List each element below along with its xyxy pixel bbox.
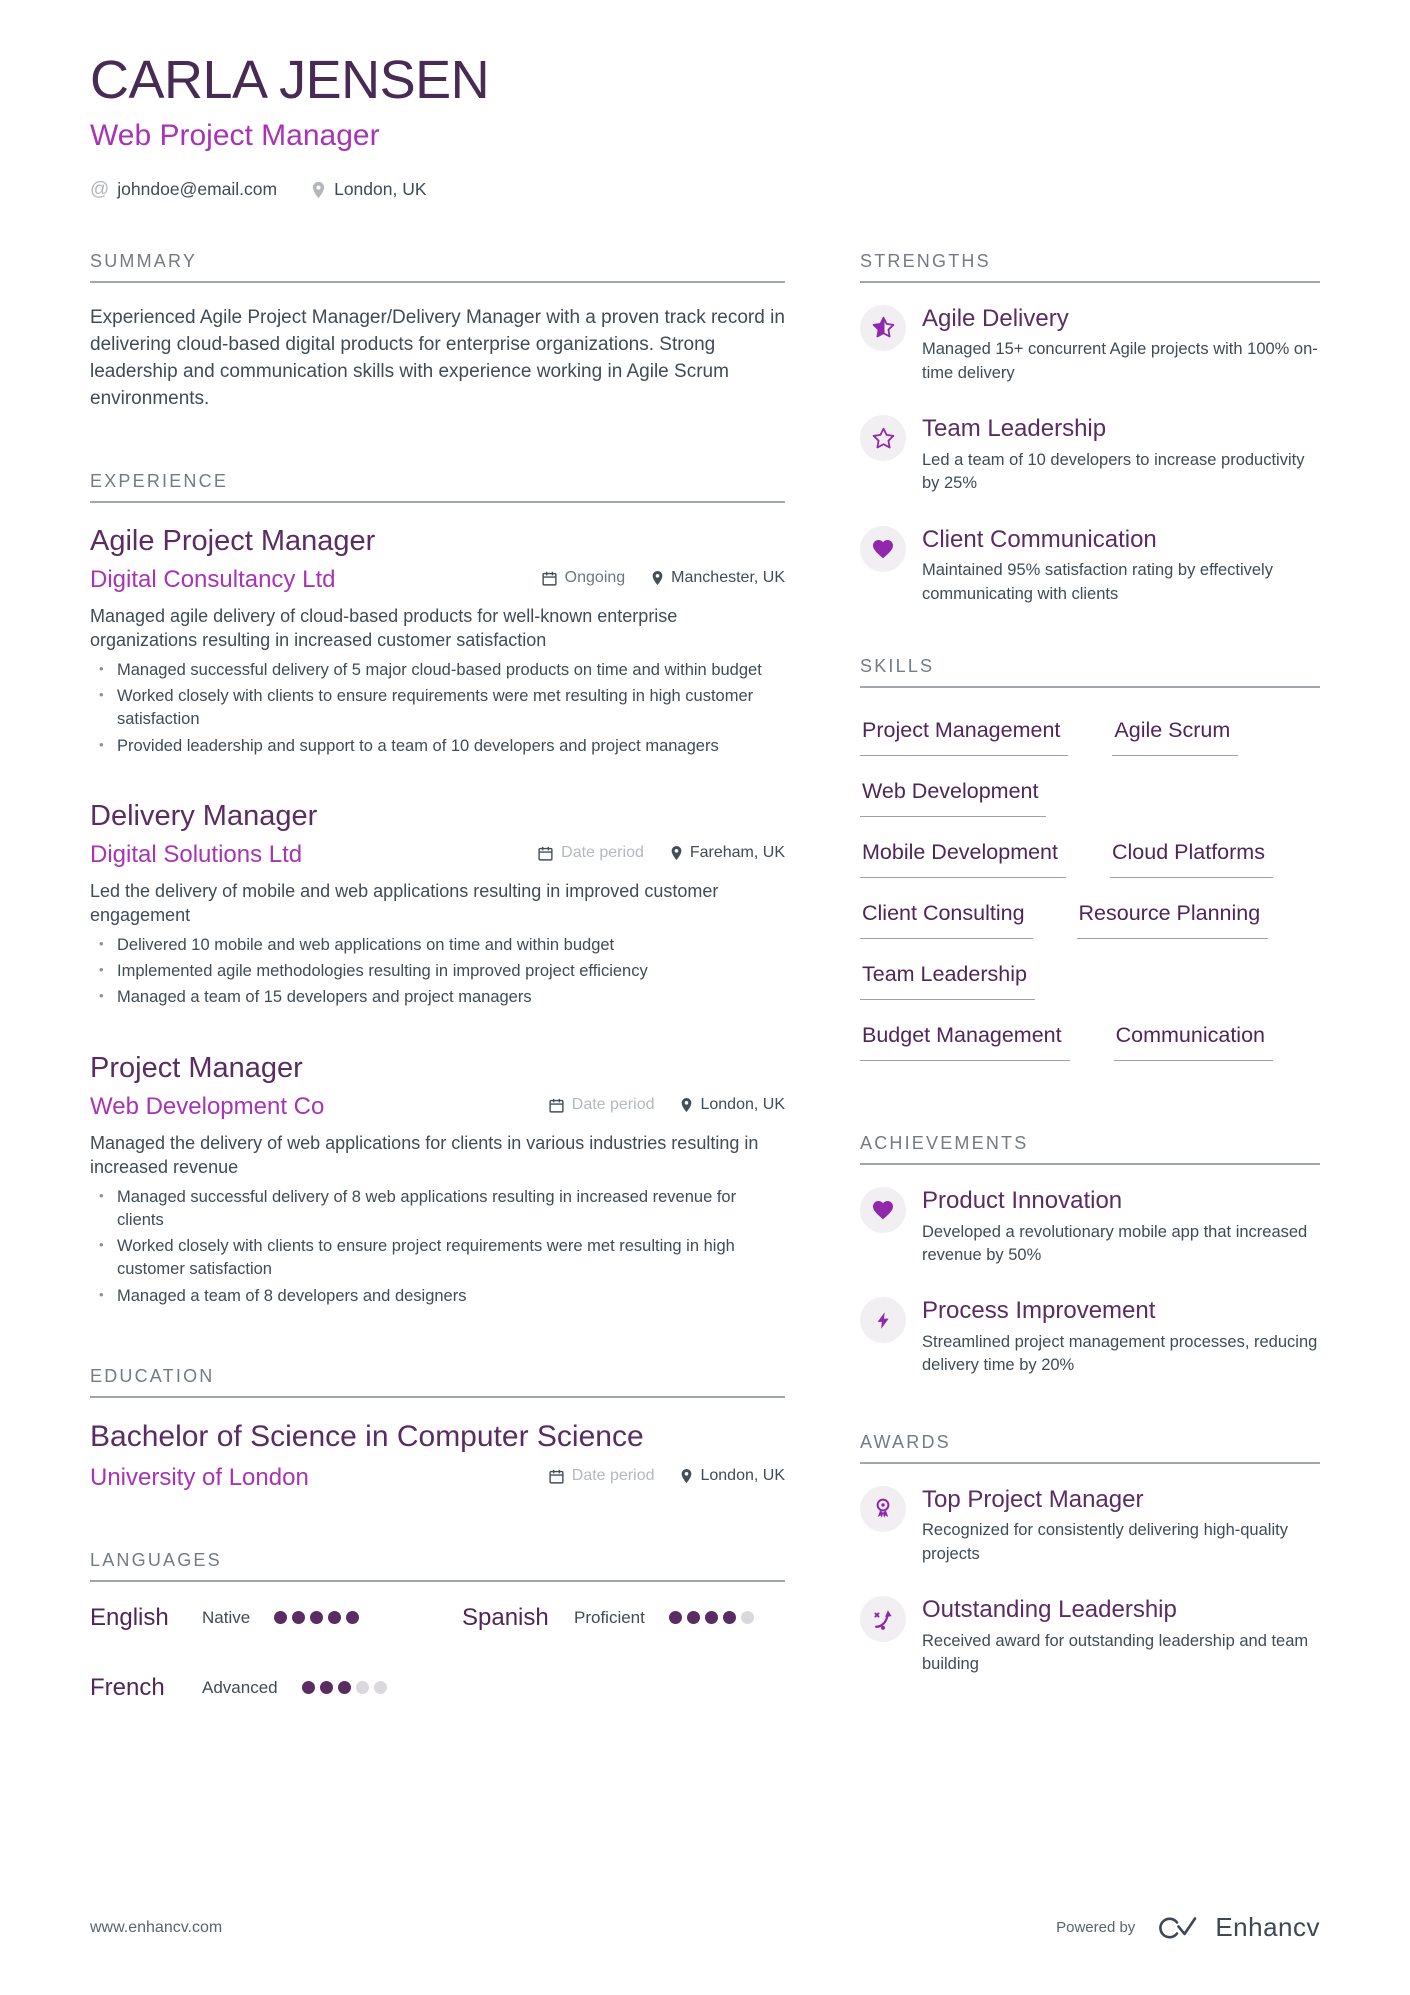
job-bullet: • Managed successful delivery of 5 major cloud-based products on time and within budget [90, 659, 785, 682]
achievement-text: Developed a revolutionary mobile app that increased revenue by 50% [922, 1222, 1308, 1265]
email-icon: @ [90, 178, 110, 200]
email-text: johndoe@email.com [117, 179, 278, 200]
skill-tag: Project Management [860, 718, 1068, 756]
achievement-item [860, 1297, 1320, 1377]
pin-icon [311, 181, 326, 199]
candidate-name: CARLA JENSEN [90, 50, 490, 110]
languages-section-title: LANGUAGES [90, 1550, 785, 1582]
awards-section-title: AWARDS [860, 1432, 1320, 1464]
strength-text: Maintained 95% satisfaction rating by effectively communicating with clients [922, 561, 1273, 603]
calendar-icon [541, 570, 558, 587]
job-company: Web Development Co [90, 1092, 325, 1120]
job-bullet: • Managed a team of 15 developers and project managers [90, 986, 785, 1009]
experience-section [90, 471, 785, 1308]
job-description: Managed the delivery of web applications for clients in various industries resulting in increased revenue [90, 1132, 759, 1178]
job-bullet: • Provided leadership and support to a team of 10 developers and project managers [90, 735, 785, 758]
school-name: University of London [90, 1463, 309, 1491]
calendar-icon [537, 845, 554, 862]
job-bullets [90, 934, 785, 1009]
languages-section [90, 1550, 785, 1702]
award-item [860, 1486, 1320, 1566]
heart-icon [860, 526, 906, 572]
strength-title: Client Communication [922, 525, 1157, 553]
education-location: London, UK [680, 1467, 785, 1485]
candidate-title: Web Project Manager [90, 118, 380, 152]
enhancv-logo-icon [1151, 1913, 1199, 1943]
language-name: French [90, 1673, 165, 1701]
job-bullet: • Implemented agile methodologies resulting in improved project efficiency [90, 960, 785, 983]
language-rating-dots [669, 1611, 754, 1624]
skills-section [860, 656, 1320, 1061]
degree-title: Bachelor of Science in Computer Science [90, 1419, 644, 1453]
job-entry [90, 525, 785, 758]
language-level: Proficient [574, 1607, 645, 1627]
education-date: Date period [548, 1467, 655, 1485]
lightning-icon [860, 1297, 906, 1343]
award-title: Top Project Manager [922, 1485, 1144, 1513]
achievements-section [860, 1133, 1320, 1378]
language-level: Native [202, 1607, 251, 1627]
job-bullet: • Managed successful delivery of 8 web applications resulting in increased revenue for clients [90, 1186, 785, 1232]
awards-section [860, 1432, 1320, 1677]
page-footer [90, 1912, 1320, 1943]
skill-tag: Agile Scrum [1112, 718, 1238, 756]
job-date: Ongoing [541, 569, 626, 587]
summary-section-title: SUMMARY [90, 251, 785, 283]
strengths-section [860, 251, 1320, 606]
skill-tag: Resource Planning [1077, 901, 1269, 939]
skill-tag: Web Development [860, 779, 1046, 817]
medal-icon [860, 1486, 906, 1532]
job-bullet: • Managed a team of 8 developers and designers [90, 1285, 785, 1308]
strength-title: Agile Delivery [922, 304, 1069, 332]
job-entry [90, 1052, 785, 1308]
pin-icon [651, 570, 664, 586]
experience-section-title: EXPERIENCE [90, 471, 785, 503]
powered-by-label: Powered by [1056, 1919, 1136, 1936]
job-location: London, UK [680, 1096, 785, 1114]
language-level: Advanced [202, 1677, 278, 1697]
achievement-title: Product Innovation [922, 1187, 1123, 1214]
location-text: London, UK [334, 179, 427, 200]
contact-row [90, 179, 1320, 201]
skill-tag: Client Consulting [860, 901, 1033, 939]
job-company: Digital Solutions Ltd [90, 840, 303, 868]
job-bullet: • Worked closely with clients to ensure project requirements were met resulting in high customer satisfaction [90, 1235, 785, 1281]
award-text: Received award for outstanding leadership and team building [922, 1631, 1309, 1674]
award-item [860, 1596, 1320, 1676]
star-outline-icon [860, 415, 906, 461]
calendar-icon [548, 1468, 565, 1485]
skill-tag: Cloud Platforms [1110, 840, 1273, 878]
award-text: Recognized for consistently delivering high-quality projects [922, 1521, 1288, 1563]
website-link[interactable]: www.enhancv.com [90, 1918, 223, 1936]
summary-text: Experienced Agile Project Manager/Delivery Manager with a proven track record in delivering cloud-based digital products for enterprise organizations. Strong leadership and communication skills with experience working in Agile Scrum environments. [90, 306, 785, 409]
achievement-title: Process Improvement [922, 1297, 1156, 1325]
job-description: Managed agile delivery of cloud-based products for well-known enterprise organizations resulting in increased customer satisfaction [90, 605, 678, 651]
job-title: Agile Project Manager [90, 524, 376, 557]
job-location: Fareham, UK [670, 844, 785, 862]
language-item [90, 1604, 462, 1632]
strength-text: Managed 15+ concurrent Agile projects with 100% on-time delivery [922, 340, 1318, 382]
job-bullets [90, 1186, 785, 1307]
calendar-icon [548, 1097, 565, 1114]
heart-icon [860, 1187, 906, 1233]
job-location: Manchester, UK [651, 569, 785, 587]
achievements-section-title: ACHIEVEMENTS [860, 1133, 1320, 1165]
strengths-section-title: STRENGTHS [860, 251, 1320, 283]
education-section-title: EDUCATION [90, 1366, 785, 1398]
education-section [90, 1366, 785, 1492]
achievement-item [860, 1187, 1320, 1267]
language-name: Spanish [462, 1603, 549, 1631]
trajectory-icon [860, 1596, 906, 1642]
job-entry [90, 800, 785, 1010]
strength-item [860, 305, 1320, 385]
job-date: Date period [537, 844, 644, 862]
enhancv-brand-text: Enhancv [1215, 1912, 1320, 1942]
job-bullets [90, 659, 785, 757]
job-bullet: • Worked closely with clients to ensure requirements were met resulting in high customer satisfaction [90, 685, 785, 731]
language-rating-dots [274, 1611, 359, 1624]
achievement-text: Streamlined project management processes, reducing delivery time by 20% [922, 1333, 1318, 1375]
strength-text: Led a team of 10 developers to increase productivity by 25% [922, 450, 1305, 493]
job-bullet: • Delivered 10 mobile and web applications on time and within budget [90, 934, 785, 957]
half-star-icon [860, 305, 906, 351]
skills-section-title: SKILLS [860, 656, 1320, 688]
language-item [90, 1674, 462, 1702]
strength-item [860, 526, 1320, 606]
location-item [311, 179, 426, 200]
resume-header [0, 0, 1410, 201]
job-company: Digital Consultancy Ltd [90, 565, 336, 593]
job-date: Date period [548, 1096, 655, 1114]
email-item[interactable] [90, 179, 277, 201]
skill-tag: Mobile Development [860, 840, 1066, 878]
strength-item [860, 415, 1320, 495]
pin-icon [680, 1468, 693, 1484]
strength-title: Team Leadership [922, 415, 1107, 443]
pin-icon [670, 845, 683, 861]
job-description: Led the delivery of mobile and web applications resulting in improved customer engagement [90, 880, 719, 926]
summary-section [90, 251, 785, 413]
pin-icon [680, 1097, 693, 1113]
language-rating-dots [302, 1681, 387, 1694]
skill-tag: Budget Management [860, 1023, 1070, 1061]
language-item [462, 1604, 785, 1632]
powered-by[interactable] [1056, 1912, 1320, 1943]
award-title: Outstanding Leadership [922, 1596, 1177, 1624]
job-title: Project Manager [90, 1051, 303, 1084]
skill-tag: Communication [1114, 1023, 1273, 1061]
language-name: English [90, 1603, 169, 1631]
job-title: Delivery Manager [90, 799, 318, 832]
skill-tag: Team Leadership [860, 962, 1035, 1000]
